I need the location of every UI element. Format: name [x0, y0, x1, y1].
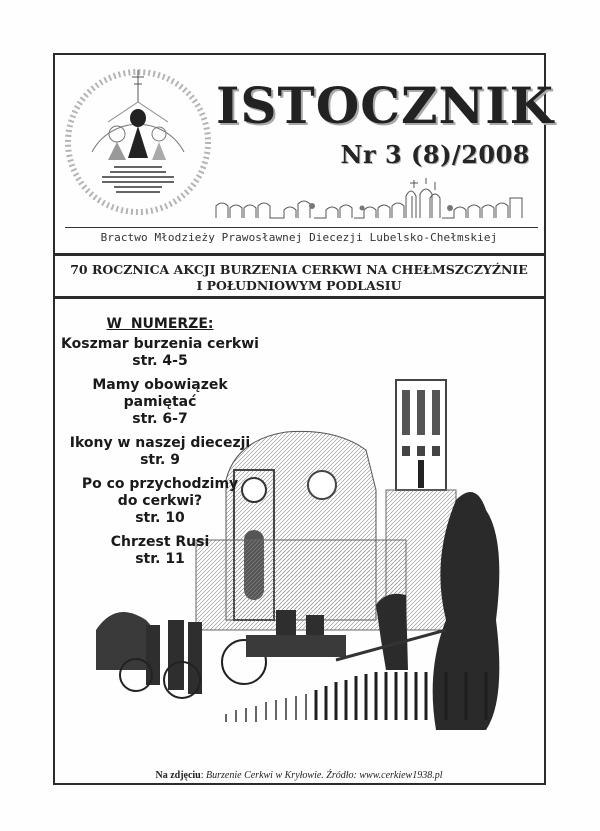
contents-item	[60, 336, 260, 370]
headline-line-2: I POŁUDNIOWYM PODLASIU	[196, 278, 402, 293]
headline-line-1: 70 ROCZNICA AKCJI BURZENIA CERKWI NA CHEŁMSZCZYŹNIE	[70, 262, 528, 277]
article-title: Chrzest Rusi	[110, 534, 210, 550]
article-page: str. 4-5	[132, 353, 188, 369]
town-skyline-illustration	[214, 178, 524, 220]
masthead-rule	[65, 227, 538, 228]
article-title: Mamy obowiązek pamiętać	[92, 377, 228, 410]
caption-colon: :	[200, 770, 207, 781]
article-title-line-2: do cerkwi?	[117, 493, 203, 509]
photo-caption	[56, 770, 542, 781]
article-page: str. 10	[135, 510, 185, 526]
article-page: str. 11	[135, 551, 185, 567]
contents-item	[60, 476, 260, 527]
article-page: str. 9	[140, 452, 180, 468]
magazine-title: ISTOCZNIK	[216, 76, 555, 135]
caption-label: Na zdjęciu	[155, 770, 201, 781]
article-page: str. 6-7	[132, 411, 188, 427]
brotherhood-logo	[62, 62, 214, 218]
cover-headline	[56, 262, 542, 294]
section-divider-top	[53, 253, 545, 256]
contents-item	[60, 435, 260, 469]
issue-number: Nr 3 (8)/2008	[340, 140, 530, 169]
article-title: Koszmar burzenia cerkwi	[61, 336, 259, 352]
contents-heading: W NUMERZE:	[106, 316, 214, 332]
caption-text: Burzenie Cerkwi w Kryłowie. Źródło: www.cerkiew1938.pl	[206, 770, 443, 781]
article-title: Po co przychodzimy	[81, 476, 239, 492]
article-title: Ikony w naszej diecezji	[69, 435, 251, 451]
table-of-contents	[60, 316, 260, 575]
organization-name: Bractwo Młodzieży Prawosławnej Diecezji Lubelsko-Chełmskiej	[100, 231, 498, 244]
contents-item	[60, 377, 260, 428]
section-divider-bottom	[53, 296, 545, 299]
contents-item	[60, 534, 260, 568]
